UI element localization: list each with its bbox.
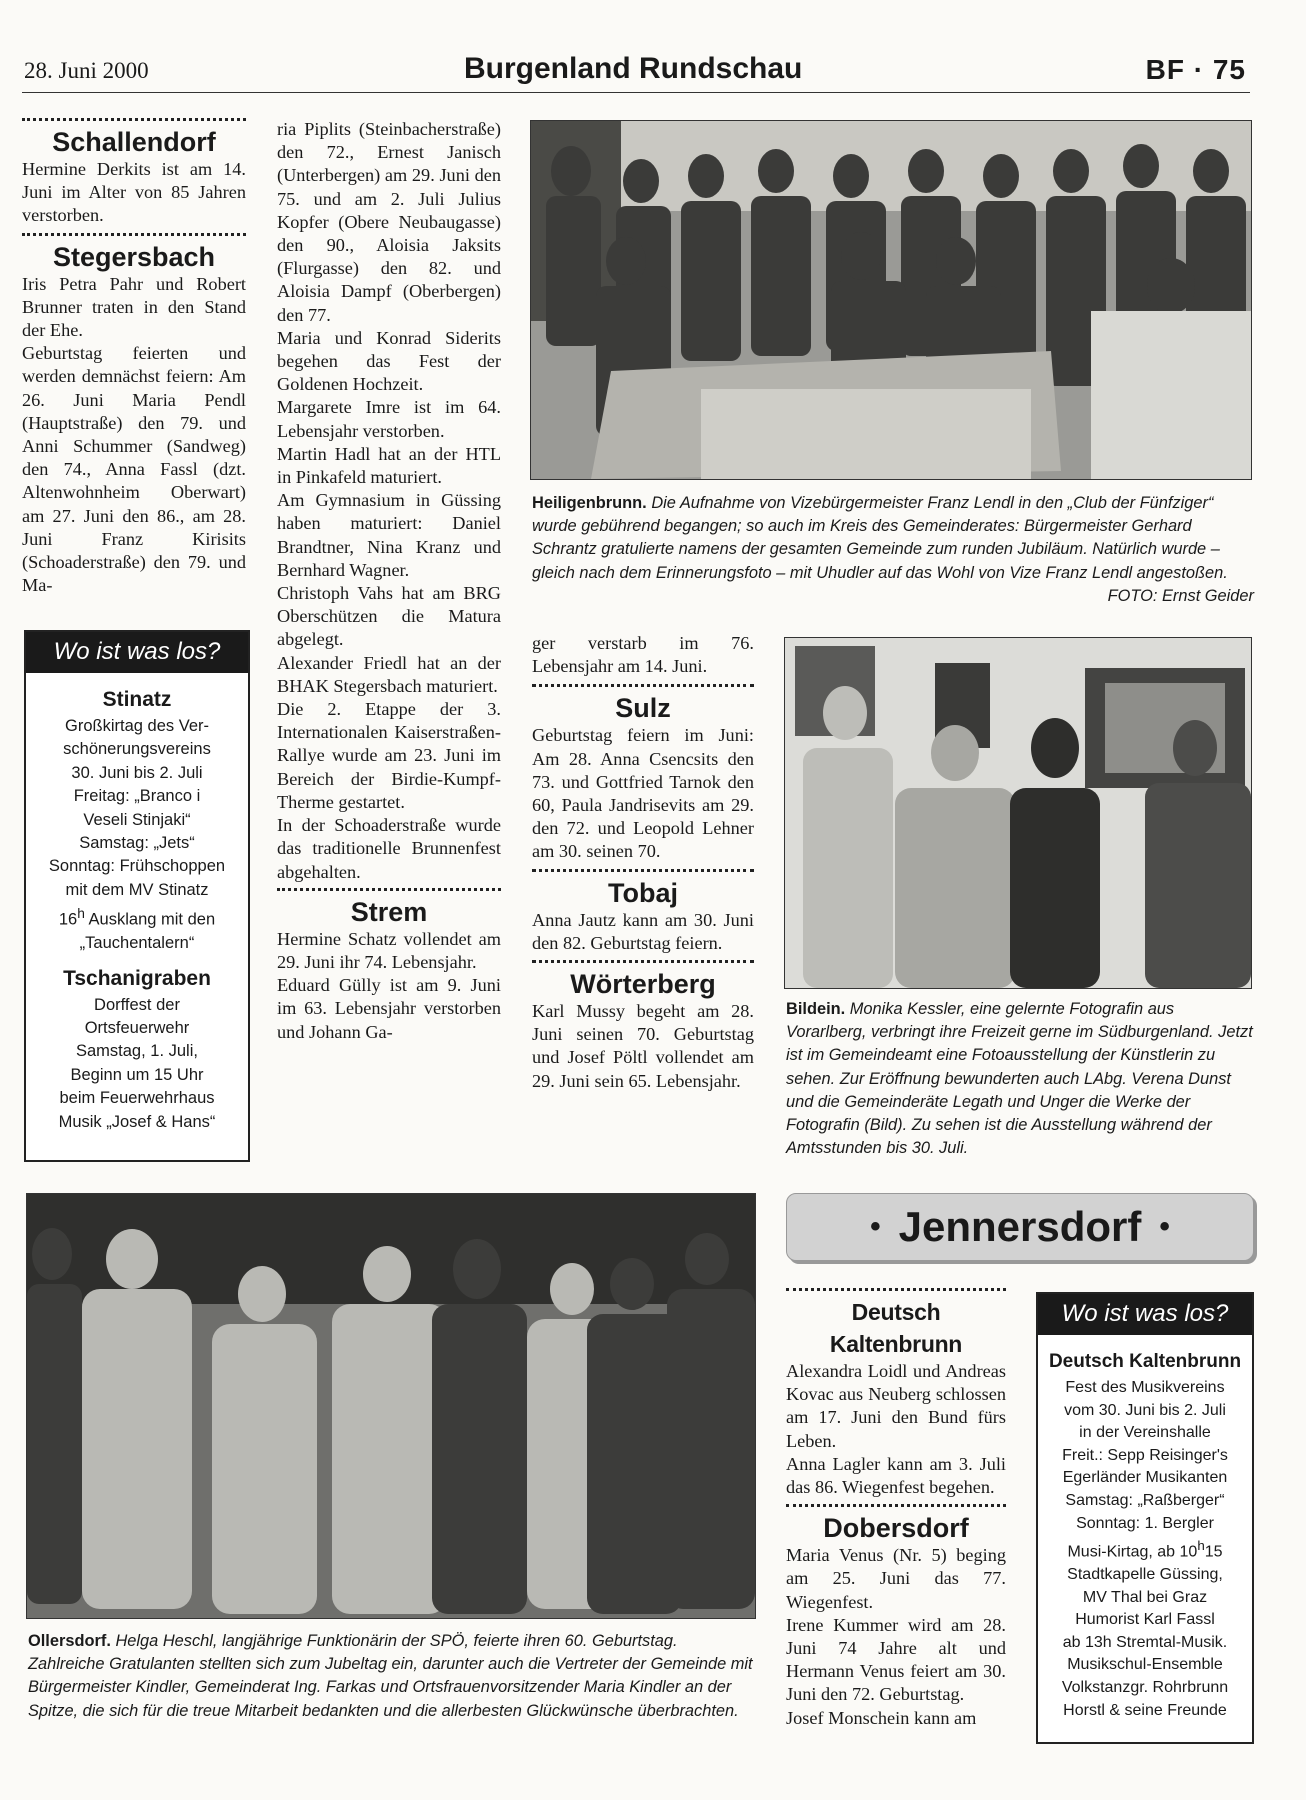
divider <box>786 1504 1006 1507</box>
events-box-suedburgenland <box>24 630 250 1162</box>
article-text: Margarete Imre ist im 64. Lebensjahr verstorben. <box>277 397 501 441</box>
heading-schallendorf: Schallendorf <box>52 127 216 157</box>
article-text: ger verstarb im 76. Lebensjahr am 14. Juni. <box>532 633 754 677</box>
event-line: Beginn um 15 Uhr <box>70 1065 204 1084</box>
column-2 <box>277 118 501 1044</box>
group-photo-image <box>531 121 1251 479</box>
heading-dobersdorf: Dobersdorf <box>823 1513 969 1544</box>
column-1 <box>22 116 246 597</box>
heading-woerterberg: Wörterberg <box>570 969 716 1000</box>
event-line: Dorffest der <box>94 995 180 1014</box>
exhibition-photo-image <box>785 638 1251 988</box>
event-line: Samstag: „Raßberger“ <box>1065 1491 1225 1509</box>
banner-title: Jennersdorf <box>898 1203 1142 1250</box>
divider <box>532 960 754 963</box>
caption-text: Monika Kessler, eine gelernte Fotografin aus Vorarlberg, verbringt ihre Freizeit gerne im Südburgenland. Jetzt ist im Gemeindeamt eine Fotoausstellung der Künstlerin zu sehen. Zur Eröffnung bewunderten auch LAbg. Verena Dunst und die Gemeinderäte Legath und Unger die Werke der Fotografin (Bild). Zu sehen ist die Ausstellung während der Amtsstunden bis 30. Juli. <box>786 1000 1253 1158</box>
event-line: Stadtkapelle Güssing, <box>1067 1566 1223 1584</box>
event-time-sup: h <box>77 906 85 922</box>
events-box-title: Wo ist was los? <box>26 632 248 673</box>
event-line: „Tauchentalern“ <box>79 934 195 953</box>
article-text: In der Schoaderstraße wurde das traditionelle Brunnenfest abgehalten. <box>277 815 501 882</box>
event-line: Freit.: Sepp Reisinger's <box>1062 1446 1228 1464</box>
event-line: Humorist Karl Fassl <box>1075 1611 1215 1629</box>
article-text: Maria und Konrad Siderits begehen das Fest der Goldenen Hochzeit. <box>277 327 501 395</box>
event-line: Samstag: „Jets“ <box>79 834 195 853</box>
divider <box>22 118 246 121</box>
event-line: vom 30. Juni bis 2. Juli <box>1064 1401 1226 1419</box>
event-line: schönerungsvereins <box>63 740 211 759</box>
events-box-jennersdorf <box>1036 1292 1254 1744</box>
event-line: Fest des Musikvereins <box>1065 1379 1225 1396</box>
caption-heiligenbrunn <box>532 492 1254 608</box>
page-number: BF · 75 <box>1145 54 1246 85</box>
newspaper-title: Burgenland Rundschau <box>464 52 803 85</box>
divider <box>532 869 754 872</box>
article-text: Eduard Gülly ist am 9. Juni im 63. Lebensjahr verstorben und Johann Ga- <box>277 975 501 1042</box>
article-text: Alexandra Loidl und Andreas Kovac aus Neuberg schlossen am 17. Juni den Bund fürs Leben. <box>786 1361 1006 1451</box>
birthday-group-photo-image <box>27 1194 755 1618</box>
events-box-body <box>1038 1335 1252 1726</box>
event-time-minutes: 15 <box>1204 1543 1223 1561</box>
issue-date: 28. Juni 2000 <box>24 58 149 83</box>
article-text: Josef Monschein kann am <box>786 1707 977 1728</box>
heading-strem: Strem <box>350 896 428 927</box>
article-text: Maria Venus (Nr. 5) beging am 25. Juni das 77. Wiegenfest. <box>786 1545 1006 1612</box>
article-text: Hermine Derkits ist am 14. Juni im Alter von 85 Jahren verstorben. <box>22 159 246 226</box>
event-line: beim Feuerwehrhaus <box>59 1089 215 1108</box>
divider <box>22 233 246 236</box>
event-line <box>32 902 242 932</box>
events-box-title: Wo ist was los? <box>1038 1294 1252 1335</box>
caption-place: Heiligenbrunn. <box>532 494 647 512</box>
article-text: Geburtstag feiern im Juni: Am 28. Anna Csencsits den 73. und Gottfried Tarnok den 60, Paula Jandrisevits am 29. den 72. und Leopold Lehner am 30. seinen 70. <box>532 725 754 862</box>
event-line: Musik „Josef & Hans“ <box>58 1112 216 1131</box>
event-line: Egerländer Musikanten <box>1062 1469 1228 1487</box>
article-text: Die 2. Etappe der 3. Internationalen Kaiserstraßen-Rallye wurde am 23. Juni im Bereich der Birdie-Kumpf-Therme gestartet. <box>277 699 501 812</box>
event-line: 30. Juni bis 2. Juli <box>71 763 203 782</box>
article-text: Martin Hadl hat an der HTL in Pinkafeld maturiert. <box>277 443 501 488</box>
event-line: in der Vereinshalle <box>1079 1424 1211 1442</box>
event-time-sup: h <box>1197 1538 1205 1554</box>
divider <box>786 1288 1006 1291</box>
article-text: Anna Jautz kann am 30. Juni den 82. Geburtstag feiern. <box>532 909 754 953</box>
caption-text: Helga Heschl, langjährige Funktionärin der SPÖ, feierte ihren 60. Geburtstag. Zahlreiche Gratulanten stellten sich zum Jubeltag ein, darunter auch die Vertreter der Gemeinde mit Bürgermeister Kindler, Gemeinderat Ing. Farkas und Ortsfrauenvorsitzender Maria Kindler an der Spitze, die sich für die treue Mitarbeit bedankten und die allerbesten Glückwünsche überbrachten. <box>28 1632 753 1720</box>
article-text: Am Gymnasium in Güssing haben maturiert: Daniel Brandtner, Nina Kranz und Bernhard Wagner. <box>277 490 501 580</box>
event-place-stinatz: Stinatz <box>102 688 172 711</box>
event-line: mit dem MV Stinatz <box>65 880 209 899</box>
article-text: ria Piplits (Steinbacherstraße) den 72., Ernest Janisch (Unterbergen) am 29. Juni den 75. und am 2. Juli Julius Kopfer (Obere Neubaugasse) den 90., Aloisia Jaksits (Flurgasse) den 82. und Aloisia Dampf (Oberbergen) den 77. <box>277 119 501 325</box>
divider <box>277 888 501 891</box>
section-banner-jennersdorf <box>786 1193 1254 1261</box>
event-line: Großkirtag des Ver- <box>65 717 209 735</box>
event-line: Veseli Stinjaki“ <box>83 810 191 829</box>
caption-bildein <box>786 998 1254 1160</box>
heading-deutsch-kaltenbrunn: Deutsch Kaltenbrunn <box>829 1299 963 1357</box>
header-rule <box>22 92 1250 93</box>
caption-ollersdorf <box>28 1630 756 1723</box>
article-text: Irene Kummer wird am 28. Juni 74 Jahre alt und Hermann Venus feiert am 30. Juni den 72. Geburtstag. <box>786 1614 1006 1705</box>
caption-place: Ollersdorf. <box>28 1632 111 1650</box>
event-time: Musi-Kirtag, ab 10 <box>1067 1543 1198 1561</box>
event-line: Horstl & seine Freunde <box>1063 1701 1227 1719</box>
divider <box>532 684 754 687</box>
article-text: Hermine Schatz vollendet am 29. Juni ihr 74. Lebensjahr. <box>277 928 501 972</box>
event-text: Ausklang mit den <box>84 910 216 929</box>
heading-stegersbach: Stegersbach <box>52 241 216 272</box>
event-line: Musikschul-Ensemble <box>1067 1656 1223 1674</box>
photo-ollersdorf <box>26 1193 756 1619</box>
photo-heiligenbrunn <box>530 120 1252 480</box>
column-jennersdorf <box>786 1286 1006 1730</box>
event-line <box>1044 1535 1246 1564</box>
banner-bullet: • <box>870 1210 881 1243</box>
photo-credit: FOTO: Ernst Geider <box>1107 586 1254 605</box>
article-text: Anna Lagler kann am 3. Juli das 86. Wiegenfest begehen. <box>786 1453 1006 1498</box>
caption-text: Die Aufnahme von Vizebürgermeister Franz Lendl in den „Club der Fünfziger“ wurde gebührend begangen; so auch im Kreis des Gemeinderates: Bürgermeister Gerhard Schrantz gratulierte namens der gesamten Gemeinde zum runden Jubiläum. Natürlich wurde – gleich nach dem Erinnerungsfoto – mit Uhudler auf das Wohl von Vize Franz Lendl angestoßen. <box>532 494 1228 582</box>
banner-bullet: • <box>1159 1210 1170 1243</box>
event-line: Sonntag: 1. Bergler <box>1076 1514 1214 1532</box>
event-line: Sonntag: Frühschoppen <box>48 857 226 876</box>
event-line: Samstag, 1. Juli, <box>76 1042 198 1061</box>
heading-tobaj: Tobaj <box>608 877 678 908</box>
heading-sulz: Sulz <box>615 693 671 724</box>
article-text: Iris Petra Pahr und Robert Brunner traten in den Stand der Ehe. <box>22 273 246 341</box>
event-line: Volkstanzgr. Rohrbrunn <box>1061 1679 1229 1697</box>
caption-place: Bildein. <box>786 1000 846 1018</box>
article-text: Karl Mussy begeht am 28. Juni seinen 70. Geburtstag und Josef Pöltl vollendet am 29. Juni sein 65. Lebensjahr. <box>532 1001 754 1091</box>
article-text: Geburtstag feierten und werden demnächst feiern: Am 26. Juni Maria Pendl (Hauptstraße) den 79. und Anni Schummer (Sandweg) den 74., Anna Fassl (dzt. Altenwohnheim Oberwart) am 27. Juni den 86., am 28. Juni Franz Kirisits (Schoaderstraße) den 79. und Ma- <box>22 343 246 596</box>
event-place-deutsch-kaltenbrunn: Deutsch Kaltenbrunn <box>1048 1351 1242 1372</box>
event-line: MV Thal bei Graz <box>1082 1588 1208 1606</box>
event-place-tschanigraben: Tschanigraben <box>63 966 211 990</box>
event-line: Freitag: „Branco i <box>73 787 201 806</box>
event-line: ab 13h Stremtal-Musik. <box>1062 1633 1228 1651</box>
column-3 <box>532 632 754 1093</box>
event-line: Ortsfeuerwehr <box>84 1018 190 1037</box>
event-time: 16 <box>58 910 78 929</box>
events-box-body <box>26 673 248 1138</box>
photo-bildein <box>784 637 1252 989</box>
article-text: Alexander Friedl hat an der BHAK Stegersbach maturiert. <box>277 652 501 696</box>
article-text: Christoph Vahs hat am BRG Oberschützen die Matura abgelegt. <box>277 583 501 650</box>
